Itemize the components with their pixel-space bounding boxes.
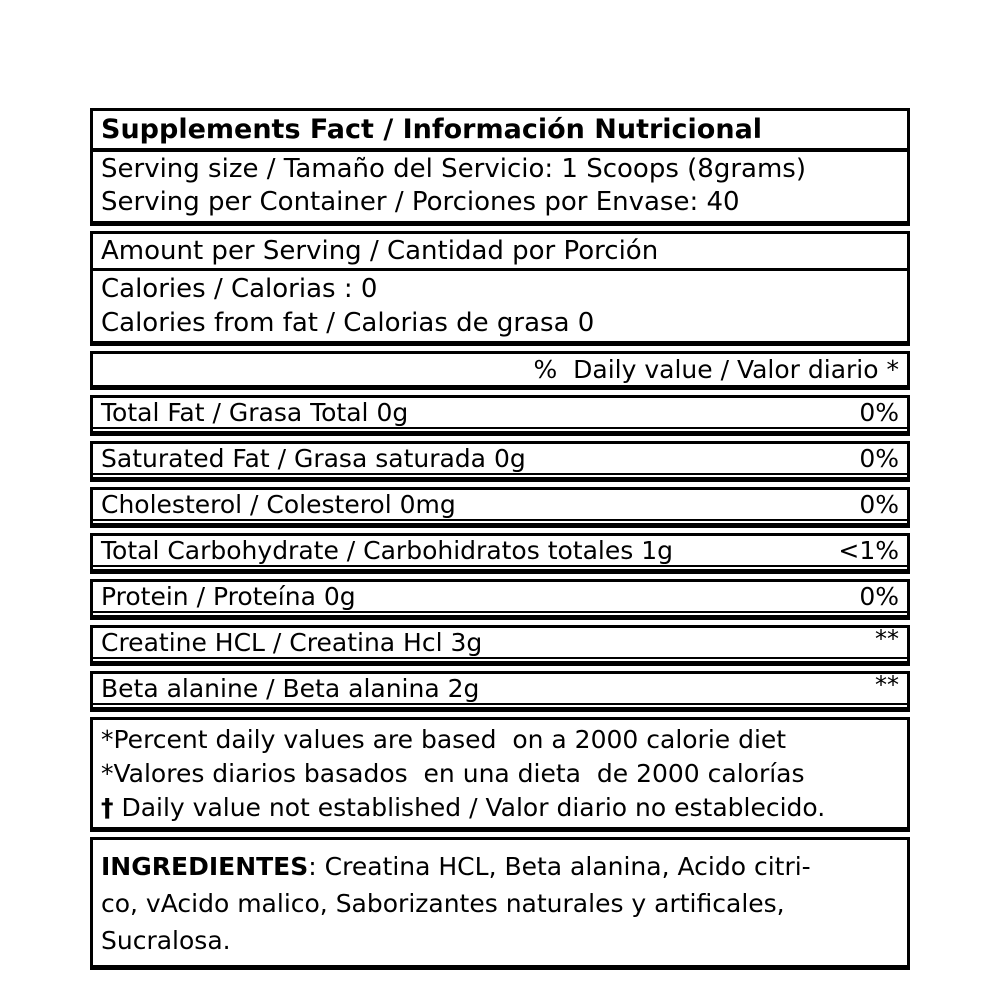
footnote-daily-value-text: Daily value not established / Valor diario no establecido. xyxy=(113,793,826,823)
table-row xyxy=(93,490,907,521)
nutrient-row-total-fat xyxy=(90,395,910,436)
nutrient-row-protein xyxy=(90,579,910,620)
dagger-symbol: † xyxy=(101,793,114,823)
nutrient-row-beta-alanine xyxy=(90,671,910,712)
amount-per-serving-section xyxy=(90,231,910,346)
nutrient-label: Cholesterol / Colesterol 0mg xyxy=(101,490,456,520)
footnote-percent-daily-en: *Percent daily values are based on a 2000 calorie diet xyxy=(101,725,787,755)
amount-per-serving-heading: Amount per Serving / Cantidad por Porción xyxy=(93,234,907,271)
ingredients-line-3: Sucralosa. xyxy=(101,926,231,956)
nutrient-row-total-carbohydrate xyxy=(90,533,910,574)
nutrient-value: 0% xyxy=(859,490,899,520)
nutrient-row-creatine-hcl xyxy=(90,625,910,666)
nutrient-value: 0% xyxy=(859,582,899,612)
daily-value-header: % Daily value / Valor diario * xyxy=(533,355,899,385)
nutrient-value: 0% xyxy=(859,398,899,428)
footnotes-section xyxy=(90,717,910,832)
footnote-percent-daily-es: *Valores diarios basados en una dieta de 2000 calorías xyxy=(101,759,805,789)
nutrient-label: Creatine HCL / Creatina Hcl 3g xyxy=(101,628,483,658)
table-row xyxy=(93,536,907,567)
nutrient-label: Beta alanine / Beta alanina 2g xyxy=(101,674,480,704)
header-section xyxy=(90,108,910,226)
ingredients-line-2: co, vAcido malico, Saborizantes naturales y artificales, xyxy=(101,889,785,919)
nutrient-value: ** xyxy=(875,625,899,654)
panel-title: Supplements Fact / Información Nutricional xyxy=(93,111,907,152)
calories-line: Calories / Calorias : 0 xyxy=(101,274,378,305)
ingredients-label: INGREDIENTES xyxy=(101,852,309,882)
table-row xyxy=(93,398,907,429)
serving-size-line: Serving size / Tamaño del Servicio: 1 Scoops (8grams) xyxy=(101,154,806,185)
ingredients-line-1-rest: : Creatina HCL, Beta alanina, Acido citri- xyxy=(308,852,811,882)
table-row xyxy=(93,444,907,475)
ingredients-section xyxy=(90,837,910,970)
ingredients-line-1 xyxy=(101,848,899,885)
daily-value-header-section xyxy=(90,351,910,390)
servings-per-container-line: Serving per Container / Porciones por Envase: 40 xyxy=(101,187,740,218)
nutrient-value: <1% xyxy=(838,536,899,566)
nutrient-label: Total Fat / Grasa Total 0g xyxy=(101,398,409,428)
nutrient-value: ** xyxy=(875,671,899,700)
nutrient-label: Saturated Fat / Grasa saturada 0g xyxy=(101,444,526,474)
nutrient-row-cholesterol xyxy=(90,487,910,528)
nutrient-value: 0% xyxy=(859,444,899,474)
nutrient-label: Total Carbohydrate / Carbohidratos totales 1g xyxy=(101,536,673,566)
footnote-daily-value-not-established xyxy=(101,791,899,825)
nutrient-row-saturated-fat xyxy=(90,441,910,482)
supplement-facts-panel xyxy=(90,108,910,975)
table-row xyxy=(93,582,907,613)
nutrient-label: Protein / Proteína 0g xyxy=(101,582,356,612)
table-row xyxy=(93,671,907,705)
table-row xyxy=(93,625,907,659)
calories-from-fat-line: Calories from fat / Calorias de grasa 0 xyxy=(101,308,595,339)
